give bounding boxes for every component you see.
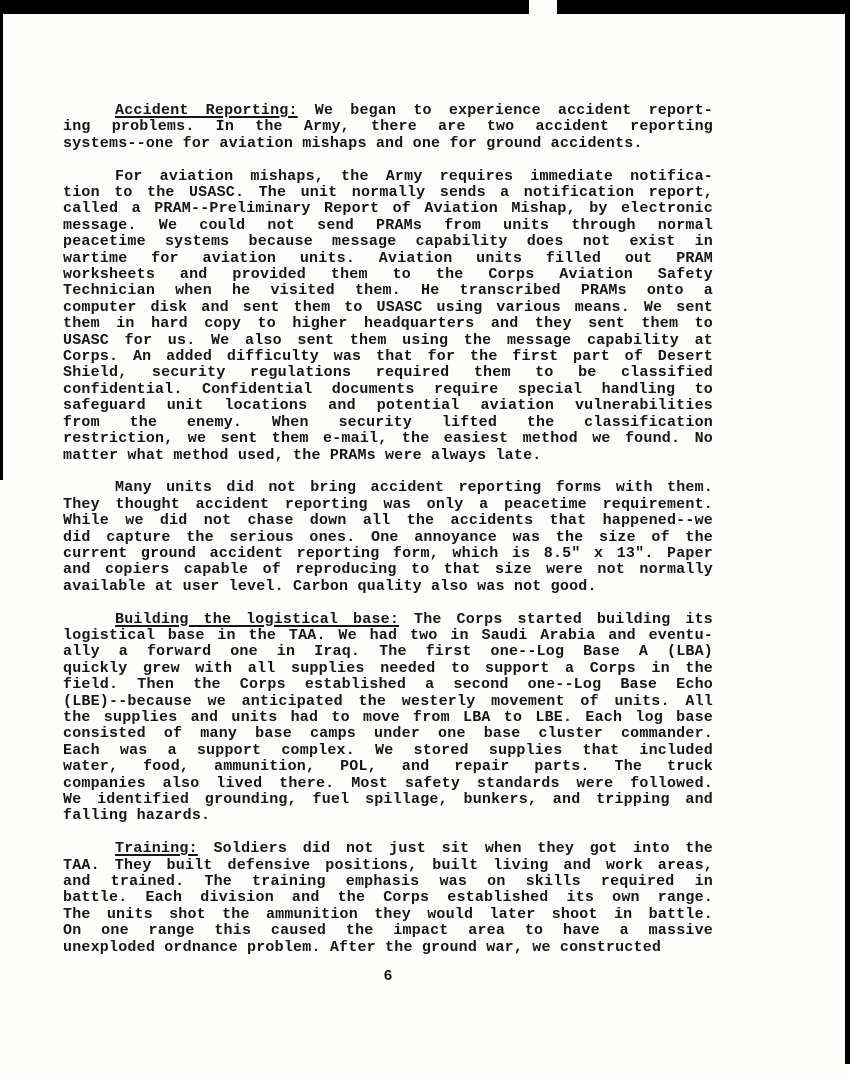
section-heading: Building the logistical base: <box>115 610 400 628</box>
text-line: tion to the USASC. The unit normally sends a notification report, <box>63 184 713 202</box>
text-line: matter what method used, the PRAMs were always late. <box>63 446 542 464</box>
scan-artifact-right-edge <box>845 0 850 1064</box>
text-line: Accident Reporting: We began to experience accident report- <box>115 102 713 119</box>
text-line: called a PRAM--Preliminary Report of Aviation Mishap, by electronic <box>63 200 713 218</box>
section-heading: Training: <box>115 840 198 858</box>
paragraph <box>63 480 713 595</box>
text-line: did capture the serious ones. One annoyance was the size of the <box>63 528 713 546</box>
text-line: quickly grew with all supplies needed to support a Corps in the <box>63 659 713 677</box>
text-line: companies also lived there. Most safety standards were followed. <box>63 774 713 792</box>
text-line: TAA. They built defensive positions, built living and work areas, <box>63 856 713 874</box>
text-line: worksheets and provided them to the Corps Aviation Safety <box>63 266 713 284</box>
text-line: available at user level. Carbon quality also was not good. <box>63 577 597 595</box>
text-line: Each was a support complex. We stored supplies that included <box>63 741 713 759</box>
paragraph <box>63 169 713 464</box>
text-line: Training: Soldiers did not just sit when they got into the <box>115 840 713 858</box>
text-line: computer disk and sent them to USASC using various means. We sent <box>63 298 713 316</box>
text-line: Technician when he visited them. He transcribed PRAMs onto a <box>63 282 713 300</box>
paragraph <box>63 612 713 825</box>
scan-artifact-top-bar-left <box>0 0 529 14</box>
text-line: On one range this caused the impact area to have a massive <box>63 922 713 940</box>
section-heading: Accident Reporting: <box>115 102 298 119</box>
text-line: (LBE)--because we anticipated the westerly movement of units. All <box>63 692 713 710</box>
text-line: We identified grounding, fuel spillage, bunkers, and tripping and <box>63 791 713 809</box>
text-line: The units shot the ammunition they would later shoot in battle. <box>63 905 713 923</box>
text-line: Many units did not bring accident reporting forms with them. <box>115 479 713 497</box>
text-line: logistical base in the TAA. We had two in Saudi Arabia and eventu- <box>63 626 713 644</box>
text-line: the supplies and units had to move from LBA to LBE. Each log base <box>63 708 713 726</box>
text-line: Building the logistical base: The Corps started building its <box>115 610 713 628</box>
scan-artifact-top-bar-right <box>557 0 850 14</box>
text-line: field. Then the Corps established a second one--Log Base Echo <box>63 676 713 694</box>
text-line: falling hazards. <box>63 807 211 825</box>
text-line: current ground accident reporting form, which is 8.5" x 13". Paper <box>63 544 713 562</box>
text-line: peacetime systems because message capability does not exist in <box>63 233 713 251</box>
text-line: systems--one for aviation mishaps and one for ground accidents. <box>63 134 643 152</box>
text-line: and trained. The training emphasis was on skills required in <box>63 873 713 891</box>
text-line: water, food, ammunition, POL, and repair parts. The truck <box>63 758 713 776</box>
text-line: ally a forward one in Iraq. The first one--Log Base A (LBA) <box>63 643 713 661</box>
text-line: consisted of many base camps under one base cluster commander. <box>63 725 713 743</box>
text-line: them in hard copy to higher headquarters and they sent them to <box>63 315 713 333</box>
text-line: They thought accident reporting was only a peacetime requirement. <box>63 495 713 513</box>
text-line: message. We could not send PRAMs from units through normal <box>63 216 713 234</box>
text-line: confidential. Confidential documents require special handling to <box>63 380 713 398</box>
scan-artifact-left-edge <box>0 10 3 480</box>
text-line: safeguard unit locations and potential aviation vulnerabilities <box>63 397 713 415</box>
text-line: restriction, we sent them e-mail, the easiest method we found. No <box>63 430 713 448</box>
paragraph <box>63 841 713 956</box>
text-line: from the enemy. When security lifted the classification <box>63 413 713 431</box>
text-line: battle. Each division and the Corps established its own range. <box>63 889 713 907</box>
text-line: wartime for aviation units. Aviation units filled out PRAM <box>63 249 713 267</box>
text-line: ing problems. In the Army, there are two accident reporting <box>63 118 713 136</box>
text-line: USASC for us. We also sent them using the message capability at <box>63 331 713 349</box>
text-line: unexploded ordnance problem. After the ground war, we constructed <box>63 938 662 956</box>
text-block <box>63 103 713 956</box>
page-number: 6 <box>383 968 393 985</box>
text-line: Shield, security regulations required them to be classified <box>63 364 713 382</box>
text-line: and copiers capable of reproducing to that size were not normally <box>63 561 713 579</box>
text-line: Corps. An added difficulty was that for the first part of Desert <box>63 348 713 366</box>
text-line: For aviation mishaps, the Army requires immediate notifica- <box>115 167 713 185</box>
text-line: While we did not chase down all the accidents that happened--we <box>63 512 713 530</box>
paragraph <box>63 103 713 152</box>
